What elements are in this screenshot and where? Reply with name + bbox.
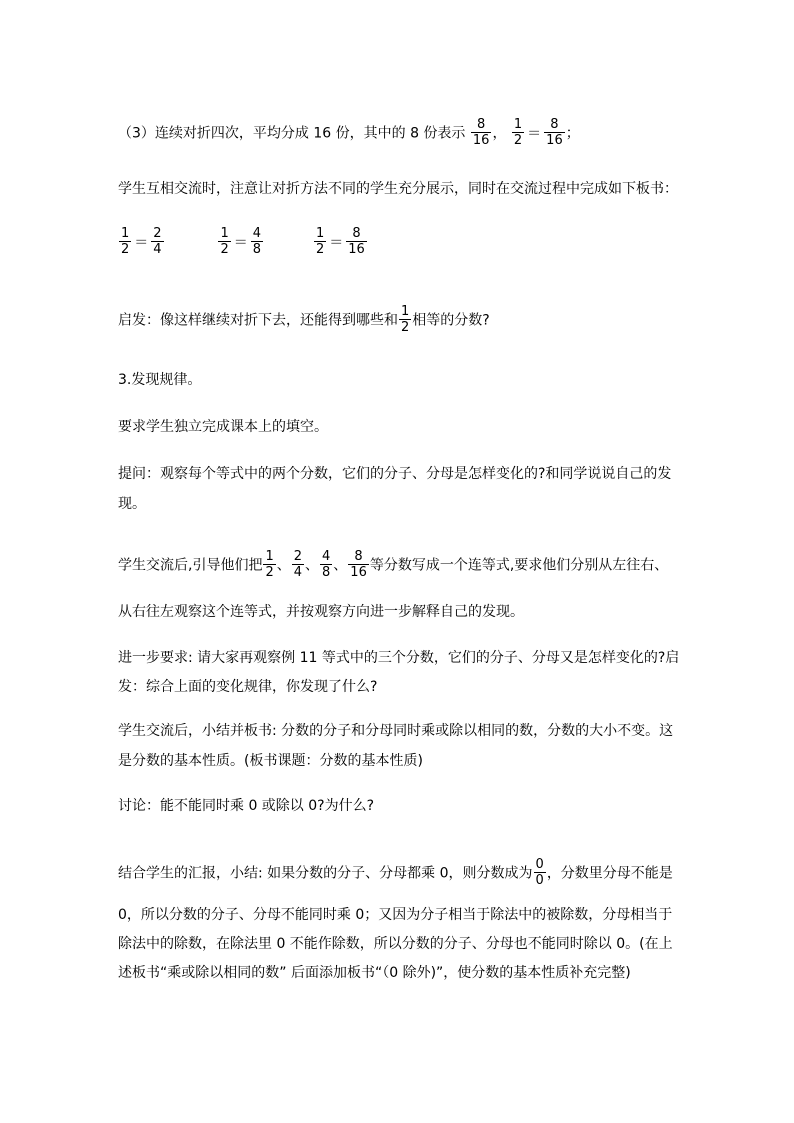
paragraph-further-l2: 发：综合上面的变化规律，你发现了什么? [118,679,378,695]
paragraph-summary-l2: 是分数的基本性质。(板书课题：分数的基本性质) [118,753,423,769]
paragraph-conclusion-l2: 0，所以分数的分子、分母不能同时乘 0；又因为分子相当于除法中的被除数，分母相当于 [118,907,673,923]
end-punct: ； [565,125,580,142]
equation-row [118,227,368,258]
paragraph-guide-l2: 从右往左观察这个连等式，并按观察方向进一步解释自己的发现。 [118,604,524,620]
separator: ， [492,125,507,142]
fraction: $\frac{2}{4}$ [153,226,162,257]
text: 相等的分数? [412,312,490,329]
fraction-8-16: $\frac{8}{16}$ [546,117,563,148]
paragraph-question-l1: 提问：观察每个等式中的两个分数，它们的分子、分母是怎样变化的?和同学说说自己的发 [118,466,672,482]
paragraph-requirement: 要求学生独立完成课本上的填空。 [118,419,328,435]
paragraph-conclusion-l4: 述板书“乘或除以相同的数” 后面添加板书“（0 除外)”，使分数的基本性质补充完整) [118,965,631,981]
paragraph-exchange: 学生互相交流时，注意让对折方法不同的学生充分展示，同时在交流过程中完成如下板书： [118,181,678,197]
fraction-0-0: $\frac{0}{0}$ [535,857,544,888]
equation-1 [118,226,169,257]
paragraph-conclusion-l3: 除法中的除数，在除法里 0 不能作除数，所以分数的分子、分母也不能同时除以 0。(在上 [118,936,673,952]
fraction: $\frac{1}{2}$ [220,226,229,257]
paragraph-inspire [118,305,490,336]
equals-sign: ＝ [233,234,248,251]
equals-sign: ＝ [134,234,149,251]
fraction: $\frac{2}{4}$ [293,549,303,580]
paragraph-conclusion [118,858,673,889]
fraction-8-16: $\frac{8}{16}$ [472,117,490,148]
fraction: $\frac{1}{2}$ [121,226,130,257]
fraction: $\frac{4}{8}$ [322,549,331,580]
section-heading: 3.发现规律。 [118,372,202,388]
paragraph-summary-l1: 学生交流后，小结并板书: 分数的分子和分母同时乘或除以相同的数，分数的大小不变。这 [118,723,674,739]
paragraph-further-l1: 进一步要求: 请大家再观察例 11 等式中的三个分数，它们的分子、分母又是怎样变化的?启 [118,650,680,666]
fraction: $\frac{1}{2}$ [315,226,325,257]
equation-2 [217,226,268,257]
text: ，分数里分母不能是 [546,865,673,882]
paragraph-guide: 学生交流后,引导他们把 $\frac{1}{2}$ 、 $\frac{2}{4}$ 、 $\frac{4}{8}$ 、 $\frac{8}{16}$ 等分数写成一个连等式,要求他们分别从左往右、 [118,549,669,580]
text: 等分数写成一个连等式,要求他们分别从左往右、 [369,557,669,574]
fraction: $\frac{1}{2}$ [265,549,274,580]
text: 启发：像这样继续对折下去，还能得到哪些和 [118,312,398,329]
text: （3）连续对折四次，平均分成 16 份，其中的 8 份表示 [118,125,466,142]
paragraph-discussion: 讨论：能不能同时乘 0 或除以 0?为什么? [118,798,375,814]
equation-3 [313,226,368,257]
equals-sign: ＝ [527,125,542,142]
paragraph-fold-four-times [118,118,580,149]
fraction: $\frac{8}{16}$ [348,226,365,257]
paragraph-question-l2: 现。 [118,496,146,512]
text: 结合学生的汇报，小结: 如果分数的分子、分母都乘 0，则分数成为 [118,865,533,882]
fraction: $\frac{8}{16}$ [350,549,367,580]
fraction-1-2: $\frac{1}{2}$ [513,117,523,148]
fraction-1-2: $\frac{1}{2}$ [401,304,410,335]
text: 学生交流后,引导他们把 [118,557,263,574]
fraction: $\frac{4}{8}$ [252,226,262,257]
equals-sign: ＝ [329,234,344,251]
